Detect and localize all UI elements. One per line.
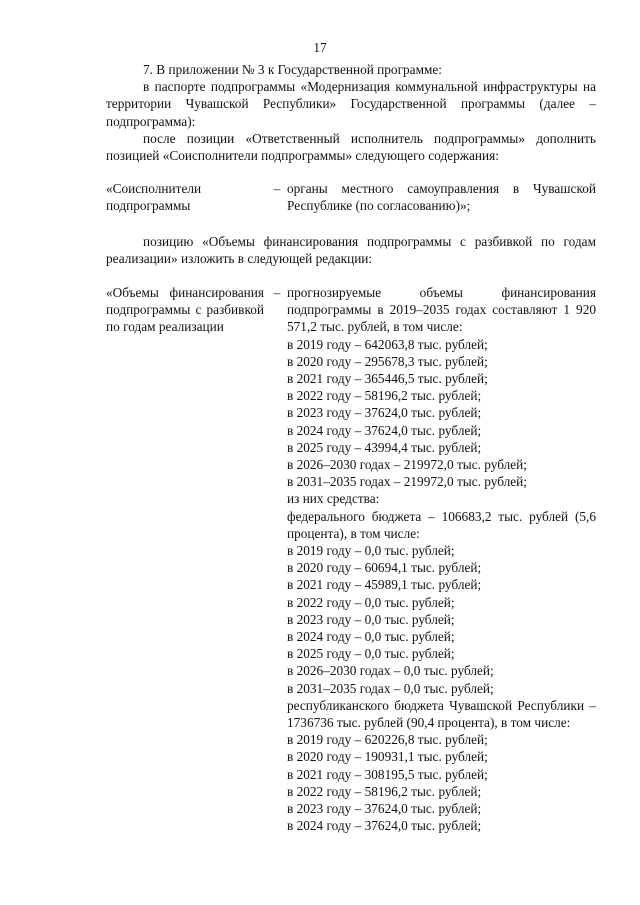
coexecutors-value: органы местного самоуправления в Чувашской Республике (по согласованию)»; xyxy=(287,181,596,214)
year-line: в 2025 году – 0,0 тыс. рублей; xyxy=(287,646,455,662)
year-line: в 2024 году – 37624,0 тыс. рублей; xyxy=(287,818,482,834)
republic-years-list xyxy=(287,731,596,834)
year-line: в 2023 году – 0,0 тыс. рублей; xyxy=(287,611,455,627)
year-line: в 2021 году – 308195,5 тыс. рублей; xyxy=(287,766,488,782)
page-number: 17 xyxy=(313,40,327,55)
financing-dash: – xyxy=(273,285,281,300)
coexecutors-label: «Соисполнители подпрограммы xyxy=(106,181,202,214)
year-line: в 2021 году – 45989,1 тыс. рублей; xyxy=(287,577,482,593)
financing-intro-block xyxy=(106,233,596,267)
year-line: в 2025 году – 43994,4 тыс. рублей; xyxy=(287,439,482,455)
year-line: в 2022 году – 58196,2 тыс. рублей; xyxy=(287,783,482,799)
year-line: в 2019 году – 620226,8 тыс. рублей; xyxy=(287,732,488,748)
year-line: в 2023 году – 37624,0 тыс. рублей; xyxy=(287,405,482,421)
year-line: в 2021 году – 365446,5 тыс. рублей; xyxy=(287,371,488,387)
year-line: в 2023 году – 37624,0 тыс. рублей; xyxy=(287,801,482,817)
year-line: в 2031–2035 годах – 0,0 тыс. рублей; xyxy=(287,680,494,696)
year-line: в 2022 году – 58196,2 тыс. рублей; xyxy=(287,388,482,404)
year-line: в 2022 году – 0,0 тыс. рублей; xyxy=(287,594,455,610)
year-line: в 2019 году – 642063,8 тыс. рублей; xyxy=(287,336,488,352)
after-position-paragraph: после позиции «Ответственный исполнитель подпрограммы» дополнить позицией «Соисполнители подпрограммы» следующего содержания: xyxy=(106,130,596,164)
financing-label: «Объемы финансирования подпрограммы с разбивкой по годам реализации xyxy=(106,285,264,335)
intro-block xyxy=(106,61,596,164)
item-heading: 7. В приложении № 3 к Государственной программе: xyxy=(143,62,443,77)
coexecutors-dash: – xyxy=(273,181,281,196)
forecast-text: прогнозируемые объемы финансирования подпрограммы в 2019–2035 годах составляют 1 920 571,2 тыс. рублей, в том числе: xyxy=(287,285,596,335)
federal-header: федерального бюджета – 106683,2 тыс. рублей (5,6 процента), в том числе: xyxy=(287,508,596,541)
year-line: в 2024 году – 37624,0 тыс. рублей; xyxy=(287,422,482,438)
passport-paragraph: в паспорте подпрограммы «Модернизация коммунальной инфраструктуры на территории Чувашской Республики» Государственной программы (далее – подпрограмма): xyxy=(106,79,596,129)
of-which-text: из них средства: xyxy=(287,491,380,507)
republic-header: республиканского бюджета Чувашской Республики – 1736736 тыс. рублей (90,4 процента), в том числе: xyxy=(287,697,596,731)
year-line: в 2020 году – 295678,3 тыс. рублей; xyxy=(287,353,488,369)
year-line: в 2020 году – 60694,1 тыс. рублей; xyxy=(287,560,482,576)
year-line: в 2026–2030 годах – 219972,0 тыс. рублей; xyxy=(287,457,527,473)
year-line: в 2019 году – 0,0 тыс. рублей; xyxy=(287,543,455,559)
financing-values xyxy=(287,284,596,835)
year-line: в 2024 году – 0,0 тыс. рублей; xyxy=(287,629,455,645)
total-years-list xyxy=(287,336,596,491)
year-line: в 2020 году – 190931,1 тыс. рублей; xyxy=(287,749,488,765)
federal-years-list xyxy=(287,542,596,697)
year-line: в 2026–2030 годах – 0,0 тыс. рублей; xyxy=(287,663,494,679)
financing-intro-paragraph: позицию «Объемы финансирования подпрограммы с разбивкой по годам реализации» изложить в следующей редакции: xyxy=(106,234,596,267)
year-line: в 2031–2035 годах – 219972,0 тыс. рублей; xyxy=(287,474,527,490)
